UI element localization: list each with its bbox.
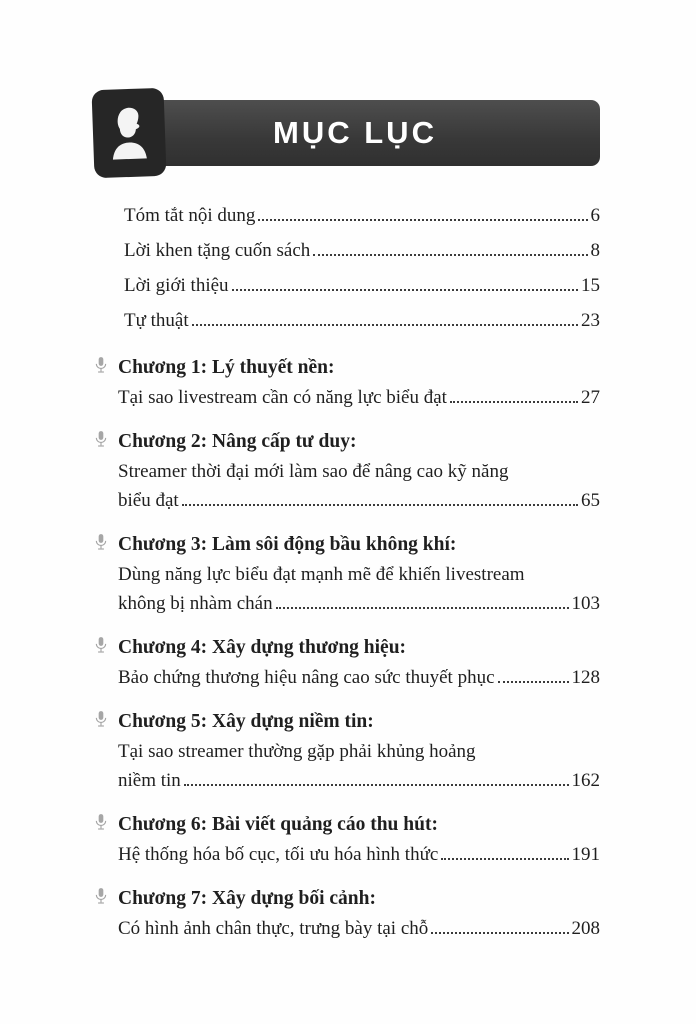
chapter-title: Chương 3: Làm sôi động bầu không khí:	[118, 534, 457, 555]
chapter-desc-row	[118, 840, 600, 869]
front-matter-section	[118, 198, 600, 338]
microphone-icon	[94, 532, 108, 562]
dot-leader	[498, 681, 569, 683]
dot-leader	[258, 219, 587, 221]
toc-entry	[118, 303, 600, 338]
chapter-title: Chương 4: Xây dựng thương hiệu:	[118, 637, 407, 658]
chapter-desc-row	[118, 766, 600, 795]
toc-header	[110, 100, 600, 166]
chapter-desc-row	[118, 914, 600, 943]
dot-leader	[182, 504, 578, 506]
chapter-title-row	[118, 884, 600, 914]
chapter-entry	[118, 427, 600, 515]
page-title: MỤC LỤC	[273, 115, 437, 150]
chapter-entry	[118, 530, 600, 618]
chapter-page: 191	[571, 844, 600, 865]
microphone-icon	[94, 812, 108, 842]
toc-entry	[118, 198, 600, 233]
chapter-entry	[118, 707, 600, 795]
chapter-title: Chương 1: Lý thuyết nền:	[118, 357, 335, 378]
chapter-desc: Tại sao livestream cần có năng lực biểu đạt	[118, 387, 447, 408]
chapter-desc: niềm tin	[118, 770, 181, 791]
chapter-title-row	[118, 810, 600, 840]
toc-entry	[118, 268, 600, 303]
chapter-title-row	[118, 427, 600, 457]
toc-entry-label: Tự thuật	[124, 310, 189, 331]
chapter-title-row	[118, 353, 600, 383]
chapter-desc-row	[118, 663, 600, 692]
chapter-desc: không bị nhàm chán	[118, 593, 273, 614]
dot-leader	[276, 607, 569, 609]
chapter-page: 128	[571, 667, 600, 688]
microphone-icon	[94, 886, 108, 916]
toc-entry-page: 8	[590, 240, 600, 261]
microphone-icon	[94, 635, 108, 665]
chapter-desc-row	[118, 383, 600, 412]
dot-leader	[184, 784, 569, 786]
chapter-desc: Hệ thống hóa bố cục, tối ưu hóa hình thức	[118, 844, 439, 865]
toc-entry	[118, 233, 600, 268]
chapter-title-row	[118, 633, 600, 663]
chapter-desc-row	[118, 486, 600, 515]
logo-icon	[91, 88, 166, 178]
chapter-entry	[118, 633, 600, 692]
chapter-title: Chương 2: Nâng cấp tư duy:	[118, 431, 357, 452]
chapter-entry	[118, 353, 600, 412]
microphone-icon	[94, 429, 108, 459]
chapter-desc: biểu đạt	[118, 490, 179, 511]
toc-entry-page: 6	[590, 205, 600, 226]
chapter-title: Chương 7: Xây dựng bối cảnh:	[118, 888, 376, 909]
dot-leader	[313, 254, 587, 256]
toc-entry-label: Lời khen tặng cuốn sách	[124, 240, 311, 261]
title-banner	[110, 100, 600, 166]
dot-leader	[232, 289, 578, 291]
chapter-entry	[118, 884, 600, 943]
chapter-page: 65	[581, 490, 600, 511]
chapter-desc: Có hình ảnh chân thực, trưng bày tại chỗ	[118, 918, 429, 939]
chapter-desc: Dùng năng lực biểu đạt mạnh mẽ để khiến livestream	[118, 564, 525, 585]
chapter-title-row	[118, 530, 600, 560]
chapter-desc: Bảo chứng thương hiệu nâng cao sức thuyết phục	[118, 667, 495, 688]
chapter-page: 103	[571, 593, 600, 614]
dot-leader	[192, 324, 578, 326]
chapter-title: Chương 6: Bài viết quảng cáo thu hút:	[118, 814, 438, 835]
microphone-icon	[94, 355, 108, 385]
toc-entry-page: 15	[581, 275, 600, 296]
chapter-entry	[118, 810, 600, 869]
microphone-icon	[94, 709, 108, 739]
chapter-page: 27	[581, 387, 600, 408]
toc-entry-page: 23	[581, 310, 600, 331]
toc-entry-label: Tóm tắt nội dung	[124, 205, 256, 226]
dot-leader	[450, 401, 578, 403]
chapter-desc: Streamer thời đại mới làm sao để nâng cao kỹ năng	[118, 461, 509, 482]
dot-leader	[441, 858, 568, 860]
chapter-title: Chương 5: Xây dựng niềm tin:	[118, 711, 374, 732]
chapter-page: 162	[571, 770, 600, 791]
chapter-desc-row	[118, 589, 600, 618]
chapter-title-row	[118, 707, 600, 737]
dot-leader	[431, 932, 568, 934]
toc-content	[118, 198, 600, 943]
toc-entry-label: Lời giới thiệu	[124, 275, 229, 296]
chapter-page: 208	[571, 918, 600, 939]
chapter-desc: Tại sao streamer thường gặp phải khủng hoảng	[118, 741, 476, 762]
